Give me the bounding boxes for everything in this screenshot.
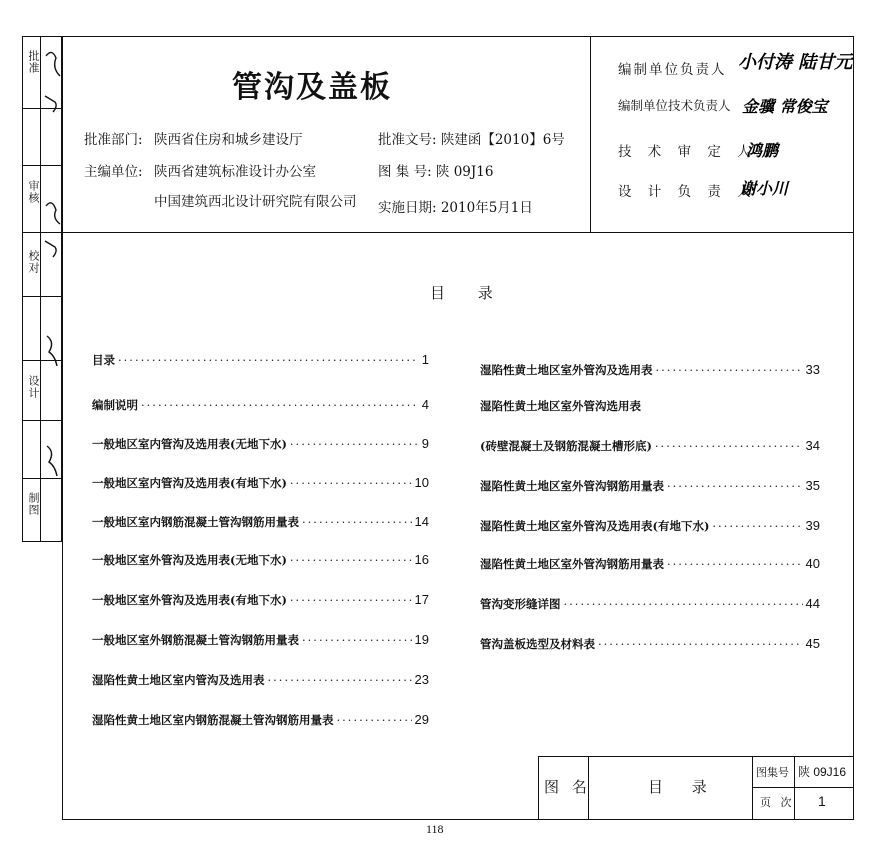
editor-label: 主编单位: xyxy=(84,164,143,180)
titleblock-name-label: 图 名 xyxy=(544,778,591,796)
toc-page: 33 xyxy=(805,362,820,377)
toc-page: 39 xyxy=(805,518,820,533)
toc-page: 17 xyxy=(414,592,429,607)
toc-right-row[interactable] xyxy=(480,478,820,494)
toc-title: 一般地区室内管沟及选用表(有地下水) xyxy=(92,476,287,490)
toc-left-row[interactable] xyxy=(92,514,429,530)
toc-left-row[interactable] xyxy=(92,552,429,568)
editor-value-1: 陕西省建筑标准设计办公室 xyxy=(154,164,316,180)
toc-right-row[interactable] xyxy=(480,438,820,454)
toc-heading: 目 录 xyxy=(430,284,507,302)
toc-title: 湿陷性黄土地区室内钢筋混凝土管沟钢筋用量表 xyxy=(92,713,334,727)
implement-date: 实施日期: 2010年5月1日 xyxy=(378,200,533,216)
toc-title: 目录 xyxy=(92,353,115,367)
toc-left-row[interactable] xyxy=(92,672,429,688)
side-label-approve: 批准 xyxy=(27,50,40,74)
toc-title: 一般地区室内管沟及选用表(无地下水) xyxy=(92,437,287,451)
toc-page: 40 xyxy=(805,556,820,571)
toc-page: 23 xyxy=(414,672,429,687)
toc-title: 一般地区室内钢筋混凝土管沟钢筋用量表 xyxy=(92,515,299,529)
signature-2: 金骥 常俊宝 xyxy=(742,97,828,116)
bottom-page-number: 118 xyxy=(426,822,444,836)
toc-right-row[interactable] xyxy=(480,556,820,572)
toc-right-row[interactable] xyxy=(480,636,820,652)
toc-left-row[interactable] xyxy=(92,475,429,491)
approval-doc-no: 批准文号: 陕建函【2010】6号 xyxy=(378,132,565,148)
signature-1: 小付涛 陆甘元 xyxy=(738,52,853,73)
toc-page: 35 xyxy=(805,478,820,493)
toc-title: 湿陷性黄土地区室外管沟选用表 xyxy=(480,399,641,413)
toc-left-row[interactable] xyxy=(92,632,429,648)
toc-title: 管沟变形缝详图 xyxy=(480,597,561,611)
side-label-review: 审核 xyxy=(27,180,40,204)
side-label-check: 校对 xyxy=(27,250,40,274)
toc-title: 湿陷性黄土地区室外管沟钢筋用量表 xyxy=(480,557,664,571)
toc-title: 管沟盖板选型及材料表 xyxy=(480,637,595,651)
toc-page: 19 xyxy=(414,632,429,647)
toc-page: 45 xyxy=(805,636,820,651)
titleblock-atlas-label: 图集号 xyxy=(756,766,789,779)
responsible-label-1: 编制单位负责人 xyxy=(618,62,727,78)
side-label-design: 设计 xyxy=(27,375,40,399)
responsible-label-3: 技 术 审 定 人 xyxy=(618,144,757,160)
responsible-label-2: 编制单位技术负责人 xyxy=(618,98,731,113)
approval-dept-value: 陕西省住房和城乡建设厅 xyxy=(154,132,303,148)
toc-right-row[interactable] xyxy=(480,596,820,612)
toc-title: 湿陷性黄土地区室内管沟及选用表 xyxy=(92,673,265,687)
toc-left-row[interactable] xyxy=(92,352,429,368)
toc-page: 44 xyxy=(805,596,820,611)
editor-value-2: 中国建筑西北设计研究院有限公司 xyxy=(154,194,357,210)
toc-page: 29 xyxy=(414,712,429,727)
toc-page: 1 xyxy=(421,352,429,367)
toc-left-row[interactable] xyxy=(92,712,429,728)
signature-3: 鸿鹏 xyxy=(746,141,779,160)
toc-title: (砖壁混凝土及钢筋混凝土槽形底) xyxy=(480,439,652,453)
responsible-label-4: 设 计 负 责 人 xyxy=(618,184,757,200)
signature-4: 谢小川 xyxy=(740,179,789,198)
titleblock-page-value: 1 xyxy=(818,793,826,809)
toc-right-row[interactable] xyxy=(480,398,820,414)
side-signatures xyxy=(41,36,62,542)
toc-page: 16 xyxy=(414,552,429,567)
toc-page: 9 xyxy=(421,436,429,451)
atlas-no: 图 集 号: 陕 09J16 xyxy=(378,164,494,180)
toc-page: 34 xyxy=(805,438,820,453)
toc-title: 一般地区室外管沟及选用表(无地下水) xyxy=(92,553,287,567)
titleblock-atlas-value: 陕 09J16 xyxy=(798,765,847,779)
side-label-draw: 制图 xyxy=(27,492,40,516)
toc-title: 编制说明 xyxy=(92,398,138,412)
toc-title: 湿陷性黄土地区室外管沟及选用表(有地下水) xyxy=(480,519,710,533)
toc-right-row[interactable] xyxy=(480,518,820,534)
toc-title: 一般地区室外管沟及选用表(有地下水) xyxy=(92,593,287,607)
toc-page: 14 xyxy=(414,514,429,529)
toc-title: 一般地区室外钢筋混凝土管沟钢筋用量表 xyxy=(92,633,299,647)
toc-title: 湿陷性黄土地区室外管沟及选用表 xyxy=(480,363,653,377)
titleblock-name-value: 目 录 xyxy=(648,778,719,796)
toc-left-row[interactable] xyxy=(92,592,429,608)
titleblock-page-label: 页 次 xyxy=(760,796,795,809)
toc-left-row[interactable] xyxy=(92,397,429,413)
toc-page: 4 xyxy=(421,397,429,412)
toc-page: 10 xyxy=(414,475,429,490)
toc-left-row[interactable] xyxy=(92,436,429,452)
page-title: 管沟及盖板 xyxy=(232,70,392,105)
toc-right-row[interactable] xyxy=(480,362,820,378)
toc-title: 湿陷性黄土地区室外管沟钢筋用量表 xyxy=(480,479,664,493)
approval-dept-label: 批准部门: xyxy=(84,132,143,148)
